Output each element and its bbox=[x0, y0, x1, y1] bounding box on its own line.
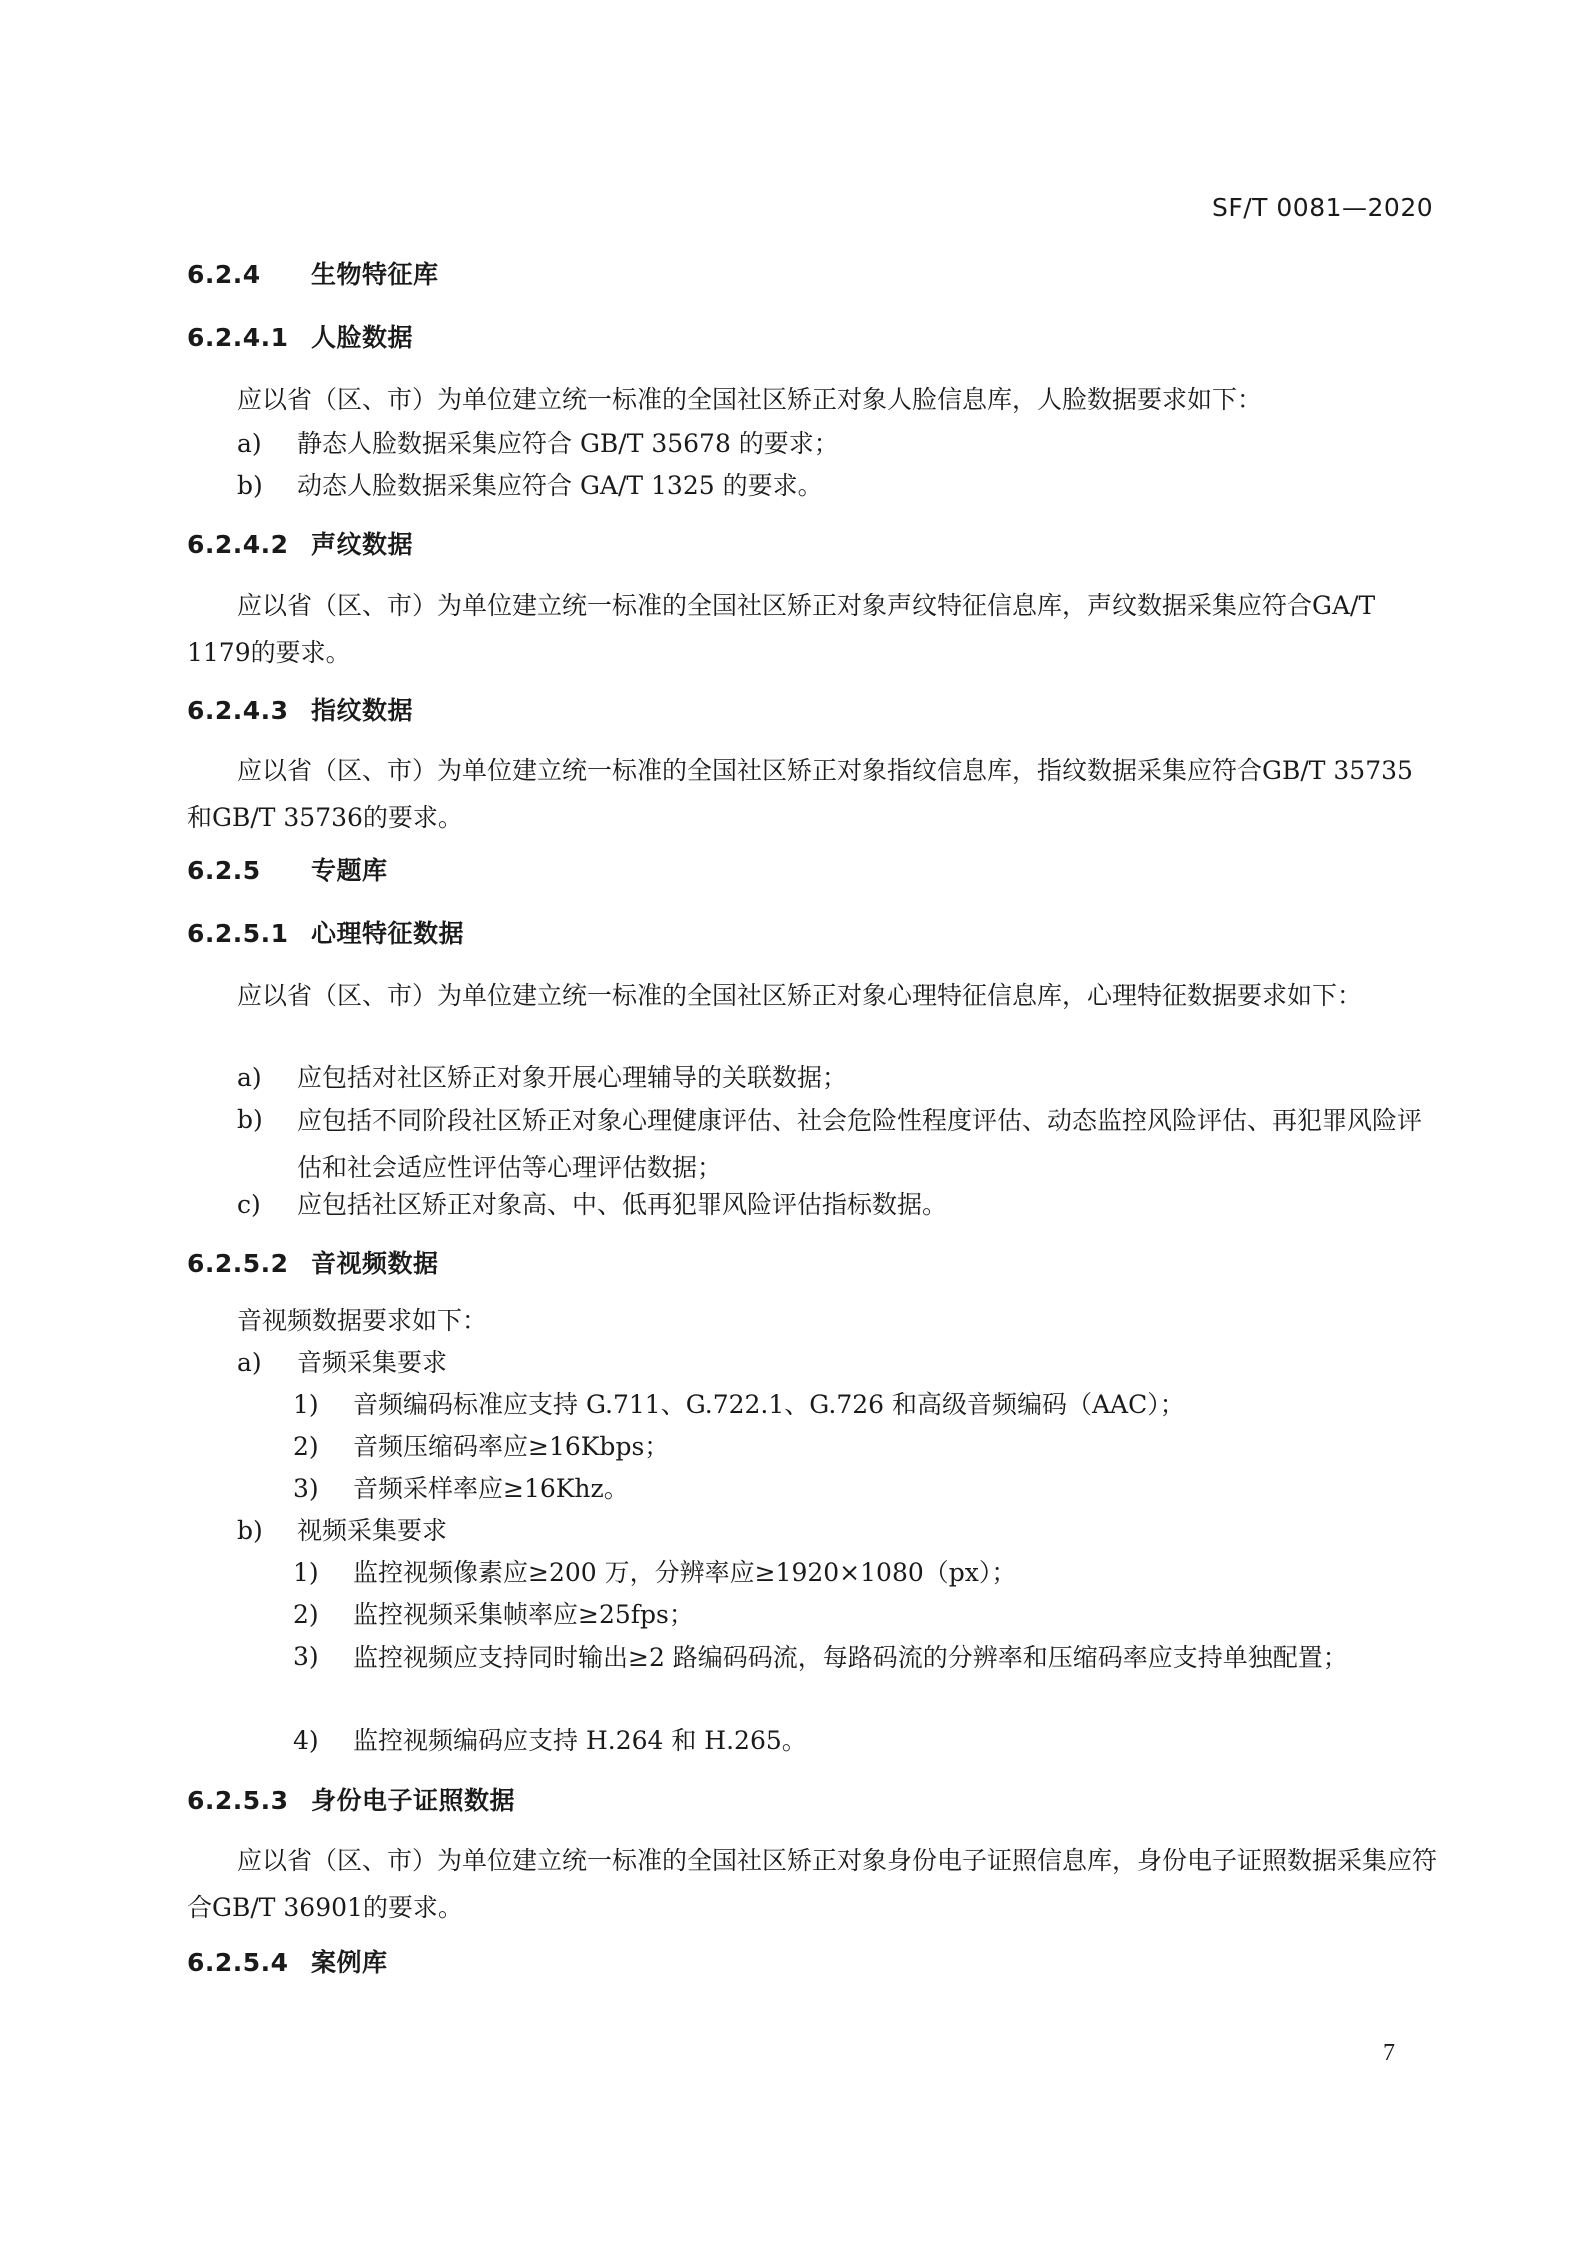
list-label: a) bbox=[237, 1063, 262, 1092]
list-text: 动态人脸数据采集应符合 GA/T 1325 的要求。 bbox=[297, 471, 823, 500]
list-label: 4) bbox=[293, 1726, 319, 1755]
heading-title: 人脸数据 bbox=[311, 323, 414, 352]
heading-6-2-5-3 bbox=[187, 1780, 515, 1821]
list-text: 音频采集要求 bbox=[297, 1348, 448, 1377]
heading-title: 音视频数据 bbox=[311, 1249, 439, 1278]
sublist-item bbox=[293, 1468, 629, 1509]
heading-number: 6.2.5.2 bbox=[187, 1249, 289, 1278]
list-label: 2) bbox=[293, 1432, 319, 1461]
heading-number: 6.2.5 bbox=[187, 856, 261, 885]
para-6-2-4-1: 应以省（区、市）为单位建立统一标准的全国社区矫正对象人脸信息库，人脸数据要求如下： bbox=[237, 385, 1263, 414]
list-label: a) bbox=[237, 1348, 262, 1377]
list-text: 监控视频编码应支持 H.264 和 H.265。 bbox=[353, 1726, 807, 1755]
heading-number: 6.2.4.1 bbox=[187, 323, 289, 352]
heading-number: 6.2.4.2 bbox=[187, 530, 289, 559]
sublist-item bbox=[293, 1384, 1185, 1425]
list-label: 1) bbox=[293, 1390, 319, 1419]
list-item bbox=[237, 423, 839, 464]
para-6-2-5-2: 音视频数据要求如下： bbox=[237, 1306, 488, 1335]
list-text: 视频采集要求 bbox=[297, 1516, 448, 1545]
list-label: b) bbox=[237, 1105, 263, 1134]
list-text: 应包括社区矫正对象高、中、低再犯罪风险评估指标数据。 bbox=[297, 1190, 948, 1219]
list-text: 静态人脸数据采集应符合 GB/T 35678 的要求； bbox=[297, 429, 839, 458]
heading-6-2-5-1 bbox=[187, 913, 464, 954]
para-6-2-5-1: 应以省（区、市）为单位建立统一标准的全国社区矫正对象心理特征信息库，心理特征数据要求如下： bbox=[237, 981, 1363, 1010]
para-6-2-5-3: 应以省（区、市）为单位建立统一标准的全国社区矫正对象身份电子证照信息库，身份电子证照数据采集应符合GB/T 36901的要求。 bbox=[187, 1846, 1438, 1922]
list-item bbox=[237, 1184, 947, 1225]
sublist-item bbox=[293, 1594, 694, 1635]
list-text: 监控视频采集帧率应≥25fps； bbox=[353, 1600, 694, 1629]
heading-title: 指纹数据 bbox=[311, 696, 414, 725]
heading-number: 6.2.4 bbox=[187, 260, 261, 289]
sublist-item bbox=[293, 1552, 1016, 1593]
heading-6-2-5 bbox=[187, 850, 388, 891]
list-text: 应包括不同阶段社区矫正对象心理健康评估、社会危险性程度评估、动态监控风险评估、再犯罪风险评估和社会适应性评估等心理评估数据； bbox=[297, 1106, 1423, 1182]
heading-6-2-5-4 bbox=[187, 1942, 388, 1983]
list-label: b) bbox=[237, 1516, 263, 1545]
list-label: a) bbox=[237, 429, 262, 458]
heading-title: 声纹数据 bbox=[311, 530, 414, 559]
list-text: 音频编码标准应支持 G.711、G.722.1、G.726 和高级音频编码（AAC）； bbox=[353, 1390, 1185, 1419]
heading-number: 6.2.5.1 bbox=[187, 919, 289, 948]
list-label: c) bbox=[237, 1190, 261, 1219]
page-number: 7 bbox=[1383, 2040, 1395, 2066]
sublist-item bbox=[293, 1636, 353, 1677]
heading-title: 心理特征数据 bbox=[311, 919, 465, 948]
heading-6-2-4-2 bbox=[187, 524, 413, 565]
heading-6-2-5-2 bbox=[187, 1243, 439, 1284]
list-item bbox=[237, 465, 823, 506]
heading-6-2-4-3 bbox=[187, 690, 413, 731]
list-text: 监控视频应支持同时输出≥2 路编码码流，每路码流的分辨率和压缩码率应支持单独配置； bbox=[353, 1643, 1348, 1672]
list-text: 音频采样率应≥16Khz。 bbox=[353, 1474, 629, 1503]
sublist-item bbox=[293, 1720, 807, 1761]
heading-number: 6.2.4.3 bbox=[187, 696, 289, 725]
list-label: 3) bbox=[293, 1642, 319, 1671]
list-text: 音频压缩码率应≥16Kbps； bbox=[353, 1432, 670, 1461]
heading-title: 案例库 bbox=[311, 1948, 388, 1977]
list-label: 3) bbox=[293, 1474, 319, 1503]
document-code: SF/T 0081—2020 bbox=[1212, 193, 1434, 222]
heading-title: 生物特征库 bbox=[311, 260, 439, 289]
heading-number: 6.2.5.3 bbox=[187, 1786, 289, 1815]
para-6-2-4-2: 应以省（区、市）为单位建立统一标准的全国社区矫正对象声纹特征信息库，声纹数据采集应符合GA/T 1179的要求。 bbox=[187, 591, 1376, 667]
list-item bbox=[237, 1057, 847, 1098]
list-label: 2) bbox=[293, 1600, 319, 1629]
heading-title: 专题库 bbox=[311, 856, 388, 885]
list-text: 监控视频像素应≥200 万，分辨率应≥1920×1080（px）； bbox=[353, 1558, 1017, 1587]
list-text: 应包括对社区矫正对象开展心理辅导的关联数据； bbox=[297, 1063, 848, 1092]
heading-title: 身份电子证照数据 bbox=[311, 1786, 516, 1815]
list-item bbox=[237, 1342, 447, 1383]
para-6-2-4-3: 应以省（区、市）为单位建立统一标准的全国社区矫正对象指纹信息库，指纹数据采集应符合GB/T 35735和GB/T 35736的要求。 bbox=[187, 756, 1413, 832]
heading-6-2-4-1 bbox=[187, 317, 413, 358]
list-label: 1) bbox=[293, 1558, 319, 1587]
heading-number: 6.2.5.4 bbox=[187, 1948, 289, 1977]
sublist-item bbox=[293, 1426, 669, 1467]
list-item bbox=[237, 1510, 447, 1551]
list-label: b) bbox=[237, 471, 263, 500]
heading-6-2-4 bbox=[187, 254, 439, 295]
